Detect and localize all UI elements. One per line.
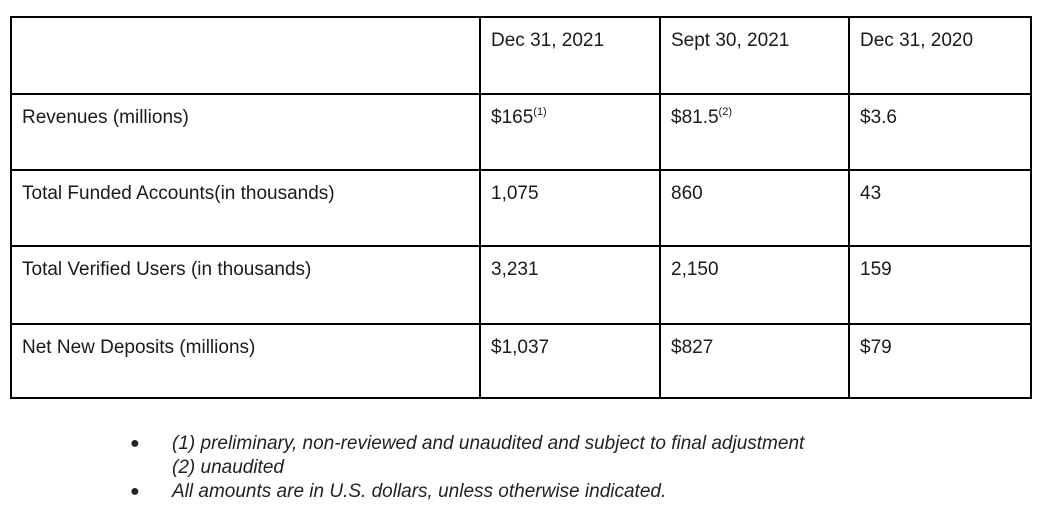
table-row: [11, 94, 1031, 170]
table-cell: 159: [849, 246, 1031, 324]
footnote-item: [128, 480, 804, 504]
table-cell: 2,150: [660, 246, 849, 324]
footnote-text: (2) unaudited: [172, 457, 284, 478]
table-cell: [660, 94, 849, 170]
footnote-marker: (1): [533, 106, 547, 118]
table-cell: $3.6: [849, 94, 1031, 170]
table-row: [11, 170, 1031, 246]
table-cell: $79: [849, 324, 1031, 398]
footnote-text: All amounts are in U.S. dollars, unless otherwise indicated.: [172, 481, 667, 502]
row-label: Total Verified Users (in thousands): [11, 246, 480, 324]
table-cell: $827: [660, 324, 849, 398]
footnote-marker: (2): [718, 106, 732, 118]
footnote-text: (1) preliminary, non-reviewed and unaudited and subject to final adjustment: [172, 433, 805, 454]
cell-value: $165: [491, 107, 534, 128]
table-cell: $1,037: [480, 324, 660, 398]
table-row: [11, 324, 1031, 398]
table-cell: 860: [660, 170, 849, 246]
table-cell: 43: [849, 170, 1031, 246]
bullet-icon: ●: [130, 483, 140, 500]
cell-value: $81.5: [671, 107, 719, 128]
table-cell: [480, 94, 660, 170]
row-label: Net New Deposits (millions): [11, 324, 480, 398]
table-header-row: [11, 17, 1031, 94]
table-cell: 1,075: [480, 170, 660, 246]
column-header-dec-2020: Dec 31, 2020: [849, 17, 1031, 94]
row-label: Revenues (millions): [11, 94, 480, 170]
footnote-item: [128, 432, 804, 480]
footnotes-list: [128, 432, 804, 504]
table-row: [11, 246, 1031, 324]
header-empty-cell: [11, 17, 480, 94]
column-header-sept-2021: Sept 30, 2021: [660, 17, 849, 94]
row-label: Total Funded Accounts(in thousands): [11, 170, 480, 246]
financial-metrics-table: [10, 16, 1032, 399]
bullet-icon: ●: [130, 435, 140, 452]
column-header-dec-2021: Dec 31, 2021: [480, 17, 660, 94]
table-cell: 3,231: [480, 246, 660, 324]
